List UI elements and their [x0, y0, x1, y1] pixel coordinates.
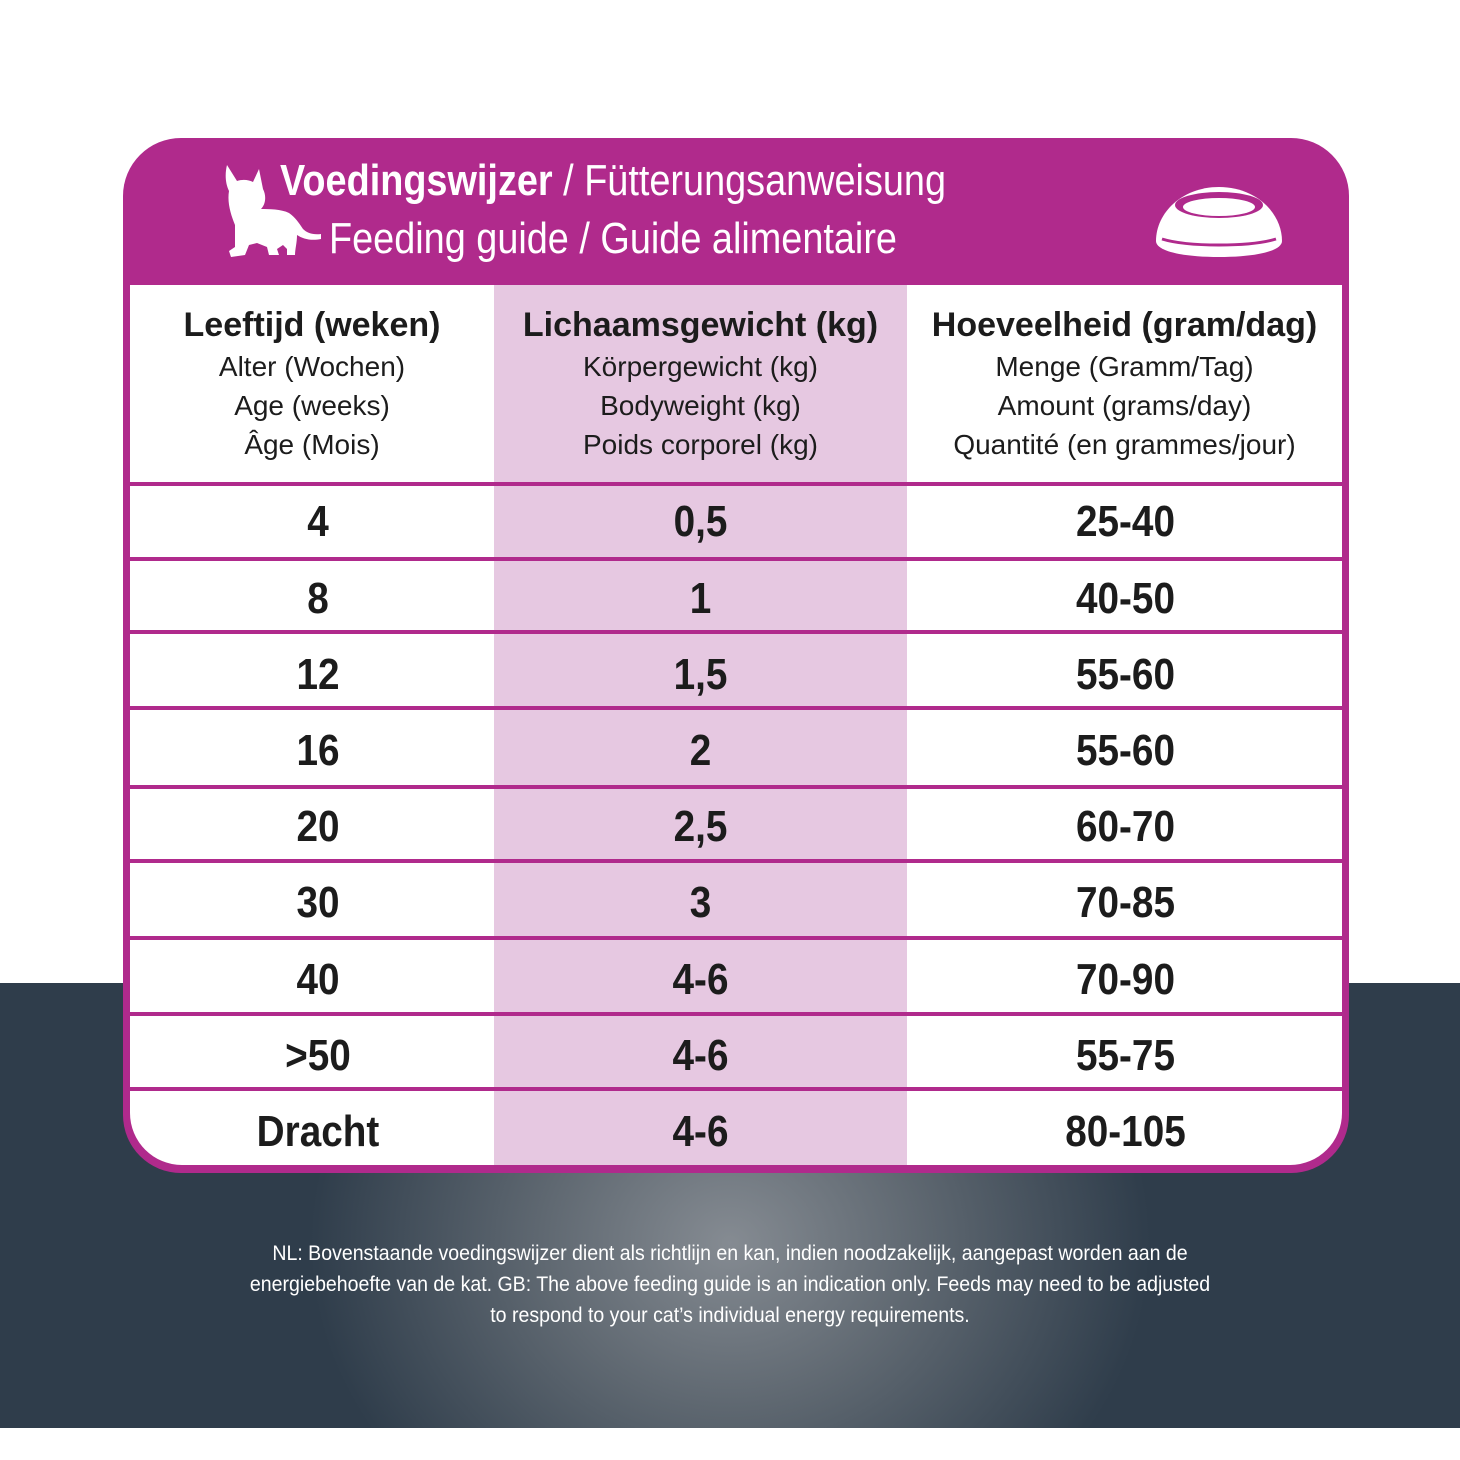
row-divider	[130, 482, 1342, 486]
table-cell-age: 20	[296, 802, 340, 851]
table-cell-bodyweight: 2,5	[673, 802, 728, 851]
table-cell-age: 4	[307, 497, 329, 546]
column-header-age	[130, 303, 494, 464]
table-cell-amount: 25-40	[1075, 497, 1176, 546]
row-divider	[130, 785, 1342, 789]
table-cell-amount: 70-85	[1075, 878, 1176, 927]
footer-line-3: to respond to your cat’s individual energy requirements.	[490, 1304, 970, 1327]
column-header-sub: Age (weeks)	[234, 390, 390, 421]
column-header-sub: Alter (Wochen)	[218, 351, 406, 382]
title-dutch: Voedingswijzer	[279, 156, 553, 205]
table-cell-age: Dracht	[256, 1107, 380, 1156]
table-cell-bodyweight: 4-6	[672, 1031, 729, 1080]
column-header-sub: Poids corporel (kg)	[583, 429, 818, 460]
table-cell-amount: 55-75	[1075, 1031, 1176, 1080]
table-cell-bodyweight: 4-6	[672, 1107, 729, 1156]
column-header-sub: Menge (Gramm/Tag)	[995, 351, 1254, 382]
column-header-sub: Âge (Mois)	[244, 429, 380, 460]
kitten-icon	[213, 163, 323, 259]
table-cell-bodyweight: 1,5	[673, 650, 728, 699]
row-divider	[130, 859, 1342, 863]
table-cell-age: 30	[296, 878, 340, 927]
table-cell-bodyweight: 1	[689, 574, 712, 623]
row-divider	[130, 706, 1342, 710]
table-cell-amount: 40-50	[1075, 574, 1176, 623]
title-german: Fütterungsanweisung	[584, 156, 947, 205]
column-header-main: Leeftijd (weken)	[183, 306, 441, 344]
column-header-main: Lichaamsgewicht (kg)	[522, 306, 879, 344]
table-cell-amount: 80-105	[1065, 1107, 1186, 1156]
footer-line-1: NL: Bovenstaande voedingswijzer dient als richtlijn en kan, indien noodzakelijk, aangepast worden aan de	[272, 1242, 1188, 1265]
column-header-main: Hoeveelheid (gram/dag)	[931, 306, 1318, 344]
table-cell-bodyweight: 0,5	[673, 497, 728, 546]
row-divider	[130, 936, 1342, 940]
footer-note	[191, 1238, 1270, 1331]
table-cell-age: 8	[307, 574, 329, 623]
title-separator: /	[568, 214, 601, 263]
column-header-amount	[907, 303, 1342, 464]
column-header-bodyweight	[494, 303, 907, 464]
row-divider	[130, 630, 1342, 634]
table-cell-age: 12	[296, 650, 340, 699]
row-divider	[130, 557, 1342, 561]
table-cell-amount: 55-60	[1075, 726, 1176, 775]
column-header-sub: Bodyweight (kg)	[600, 390, 801, 421]
title-english: Feeding guide	[329, 214, 569, 263]
table-cell-amount: 70-90	[1075, 955, 1176, 1004]
table-cell-amount: 55-60	[1075, 650, 1176, 699]
food-bowl-icon	[1152, 183, 1286, 259]
column-header-sub: Amount (grams/day)	[997, 390, 1252, 421]
column-header-sub: Körpergewicht (kg)	[583, 351, 818, 382]
feeding-table	[130, 285, 1342, 1165]
footer-line-2: energiebehoefte van de kat. GB: The above feeding guide is an indication only. Feeds may need to be adjusted	[249, 1273, 1211, 1296]
row-divider	[130, 1087, 1342, 1091]
title-separator: /	[552, 156, 585, 205]
table-cell-bodyweight: 2	[689, 726, 712, 775]
title-french: Guide alimentaire	[600, 214, 897, 263]
table-cell-bodyweight: 4-6	[672, 955, 729, 1004]
row-divider	[130, 1012, 1342, 1016]
table-cell-age: >50	[285, 1031, 351, 1080]
column-header-sub: Quantité (en grammes/jour)	[953, 429, 1296, 460]
table-cell-bodyweight: 3	[689, 878, 712, 927]
table-cell-age: 16	[296, 726, 340, 775]
table-cell-age: 40	[296, 955, 340, 1004]
table-cell-amount: 60-70	[1075, 802, 1176, 851]
